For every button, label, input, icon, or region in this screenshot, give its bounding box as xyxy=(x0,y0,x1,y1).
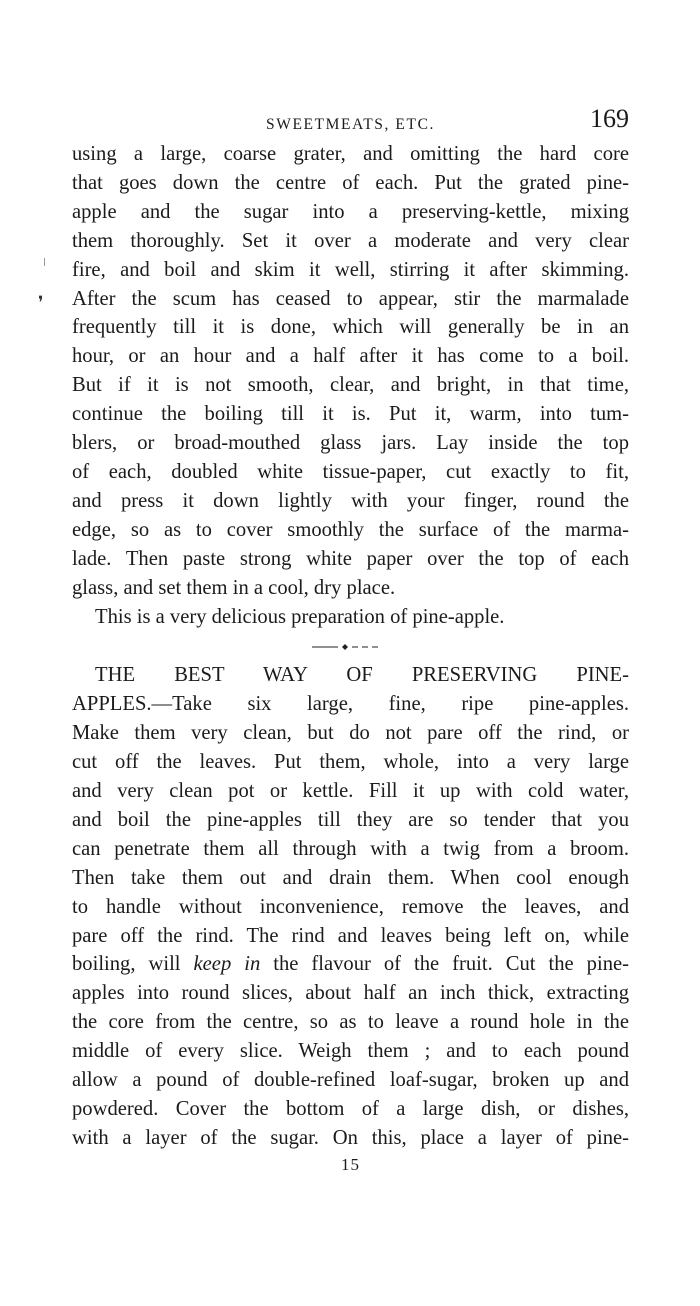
page-header xyxy=(72,104,629,140)
italic-phrase: keep in xyxy=(193,953,261,976)
text-line: frequently till it is done, which will generally be in an xyxy=(72,316,629,339)
text-line: and press it down lightly with your finger, round the xyxy=(72,489,629,512)
page-number: 169 xyxy=(590,104,629,133)
text-line: that goes down the centre of each. Put the grated pine- xyxy=(72,171,629,194)
text-line: fire, and boil and skim it well, stirring it after skimming. xyxy=(72,258,629,281)
text-line: blers, or broad-mouthed glass jars. Lay inside the top xyxy=(72,432,629,455)
text-line: with a layer of the sugar. On this, place a layer of pine- xyxy=(72,1126,629,1149)
text-line: the core from the centre, so as to leave a round hole in the xyxy=(72,1011,629,1034)
text-line: apple and the sugar into a preserving-kettle, mixing xyxy=(72,200,629,223)
recipe-preserving-pine-apples xyxy=(72,661,629,1152)
text-line: them thoroughly. Set it over a moderate and very clear xyxy=(72,229,629,252)
running-head: SWEETMEATS, ETC. xyxy=(266,116,435,133)
text-line: allow a pound of double-refined loaf-sugar, broken up and xyxy=(72,1069,629,1092)
margin-mark: ❜ xyxy=(38,293,44,312)
text-line: and boil the pine-apples till they are so tender that you xyxy=(72,808,629,831)
text-line: to handle without inconvenience, remove the leaves, and xyxy=(72,895,629,918)
text-fragment: the flavour of the fruit. Cut the pine- xyxy=(260,953,629,976)
section-ornament xyxy=(72,631,629,661)
paragraph-marmalade-continued xyxy=(72,140,629,631)
text-line xyxy=(72,690,629,719)
text-fragment: boiling, will xyxy=(72,953,194,976)
closing-remark: This is a very delicious preparation of pine-apple. xyxy=(95,605,505,628)
text-line: glass, and set them in a cool, dry place. xyxy=(72,576,396,599)
text-line: Then take them out and drain them. When cool enough xyxy=(72,866,629,889)
recipe-intro: —Take six large, fine, ripe pine-apples. xyxy=(151,693,629,716)
text-line: apples into round slices, about half an inch thick, extracting xyxy=(72,982,629,1005)
book-page xyxy=(72,104,629,1175)
text-line: hour, or an hour and a half after it has come to a boil. xyxy=(72,345,629,368)
text-line: cut off the leaves. Put them, whole, into a very large xyxy=(72,751,629,774)
recipe-title: THE BEST WAY OF PRESERVING PINE- xyxy=(95,664,629,687)
text-line: pare off the rind. The rind and leaves being left on, while xyxy=(72,924,629,947)
text-line: Make them very clean, but do not pare off the rind, or xyxy=(72,722,629,745)
text-line: But if it is not smooth, clear, and bright, in that time, xyxy=(72,374,629,397)
text-line: using a large, coarse grater, and omitting the hard core xyxy=(72,143,629,165)
text-line: continue the boiling till it is. Put it, warm, into tum- xyxy=(72,403,629,426)
text-line: and very clean pot or kettle. Fill it up with cold water, xyxy=(72,780,629,803)
margin-speck xyxy=(44,258,45,266)
text-line: edge, so as to cover smoothly the surface of the marma- xyxy=(72,518,629,541)
text-line: After the scum has ceased to appear, stir the marmalade xyxy=(72,287,629,310)
ornament-rule-icon xyxy=(312,643,378,651)
text-line: lade. Then paste strong white paper over the top of each xyxy=(72,547,629,570)
text-line: powdered. Cover the bottom of a large dish, or dishes, xyxy=(72,1098,629,1120)
text-line: can penetrate them all through with a twig from a broom. xyxy=(72,837,629,860)
text-line: middle of every slice. Weigh them ; and to each pound xyxy=(72,1040,629,1063)
text-line xyxy=(72,950,629,979)
text-line: of each, doubled white tissue-paper, cut exactly to fit, xyxy=(72,460,629,483)
recipe-title-end: APPLES. xyxy=(72,693,152,716)
signature-mark: 15 xyxy=(341,1154,360,1174)
